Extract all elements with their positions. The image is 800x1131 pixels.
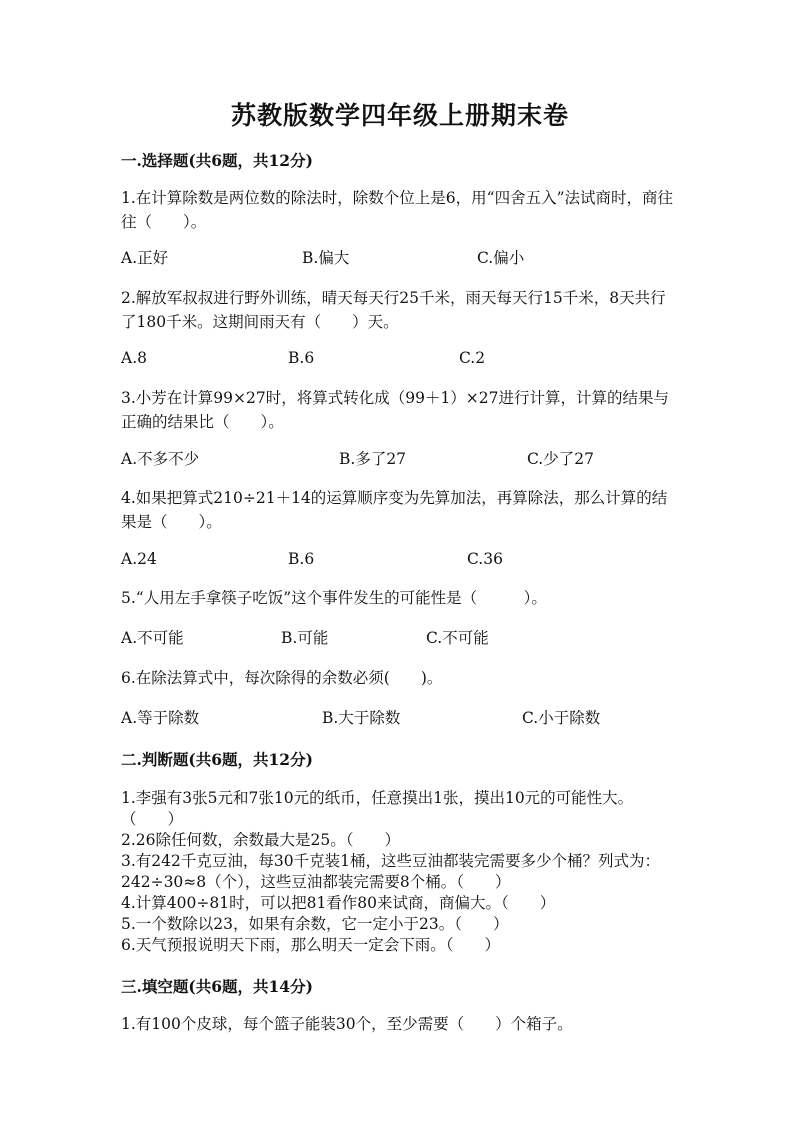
judgement-item: 4.计算400÷81时，可以把81看作80来试商，商偏大。（ ） [121, 894, 556, 912]
judgement-item: 5.一个数除以23，如果有余数，它一定小于23。（ ） [121, 915, 509, 933]
judgement-item: 3.有242千克豆油，每30千克装1桶，这些豆油都装完需要多少个桶？列式为：242÷30≈8（个），这些豆油都装完需要8个桶。（ ） [121, 852, 660, 891]
option-c: C.不可能 [426, 629, 489, 647]
options-row [121, 346, 681, 370]
option-b: B.6 [288, 349, 315, 367]
option-a: A.24 [121, 550, 157, 568]
option-b: B.可能 [281, 629, 329, 647]
option-a: A.正好 [121, 249, 169, 267]
section-heading-fill-blank: 三.填空题(共6题，共14分) [121, 977, 313, 996]
option-a: A.不多不少 [121, 450, 200, 468]
fill-blank-item: 1.有100个皮球，每个篮子能装30个，至少需要（ ）个箱子。 [121, 1015, 573, 1033]
options-row [121, 246, 681, 270]
options-row [121, 706, 681, 730]
option-c: C.偏小 [477, 249, 525, 267]
options-row [121, 626, 681, 650]
question-text: 6.在除法算式中，每次除得的余数必须( )。 [121, 669, 443, 687]
question-text: 5.“人用左手拿筷子吃饭”这个事件发生的可能性是（ ）。 [121, 589, 547, 607]
judgement-item: 2.26除任何数，余数最大是25。（ ） [121, 831, 400, 849]
option-b: B.大于除数 [322, 709, 401, 727]
option-c: C.少了27 [527, 450, 594, 468]
option-b: B.6 [288, 550, 315, 568]
option-c: C.小于除数 [522, 709, 601, 727]
option-a: A.8 [121, 349, 147, 367]
options-row [121, 447, 681, 471]
option-c: C.36 [467, 550, 503, 568]
judgement-item: 6.天气预报说明天下雨，那么明天一定会下雨。（ ） [121, 936, 501, 954]
question-text: 2.解放军叔叔进行野外训练，晴天每天行25千米，雨天每天行15千米，8天共行了180千米。这期间雨天有（ ）天。 [121, 289, 666, 331]
section-heading-judgement: 二.判断题(共6题，共12分) [121, 750, 313, 769]
question-text: 4.如果把算式210÷21＋14的运算顺序变为先算加法，再算除法，那么计算的结果是（ ）。 [121, 489, 668, 531]
question-text: 3.小芳在计算99×27时，将算式转化成（99＋1）×27进行计算，计算的结果与正确的结果比（ ）。 [121, 389, 670, 431]
section-heading-choice: 一.选择题(共6题，共12分) [121, 151, 313, 170]
option-a: A.不可能 [121, 629, 184, 647]
exam-title: 苏教版数学四年级上册期末卷 [230, 101, 569, 130]
option-b: B.多了27 [339, 450, 407, 468]
question-text: 1.在计算除数是两位数的除法时，除数个位上是6，用“四舍五入”法试商时，商往往（ ）。 [121, 189, 674, 231]
option-b: B.偏大 [302, 249, 350, 267]
option-c: C.2 [459, 349, 486, 367]
option-a: A.等于除数 [121, 709, 200, 727]
judgement-item: 1.李强有3张5元和7张10元的纸币，任意摸出1张，摸出10元的可能性大。 （ ） [121, 789, 657, 828]
options-row [121, 547, 681, 571]
